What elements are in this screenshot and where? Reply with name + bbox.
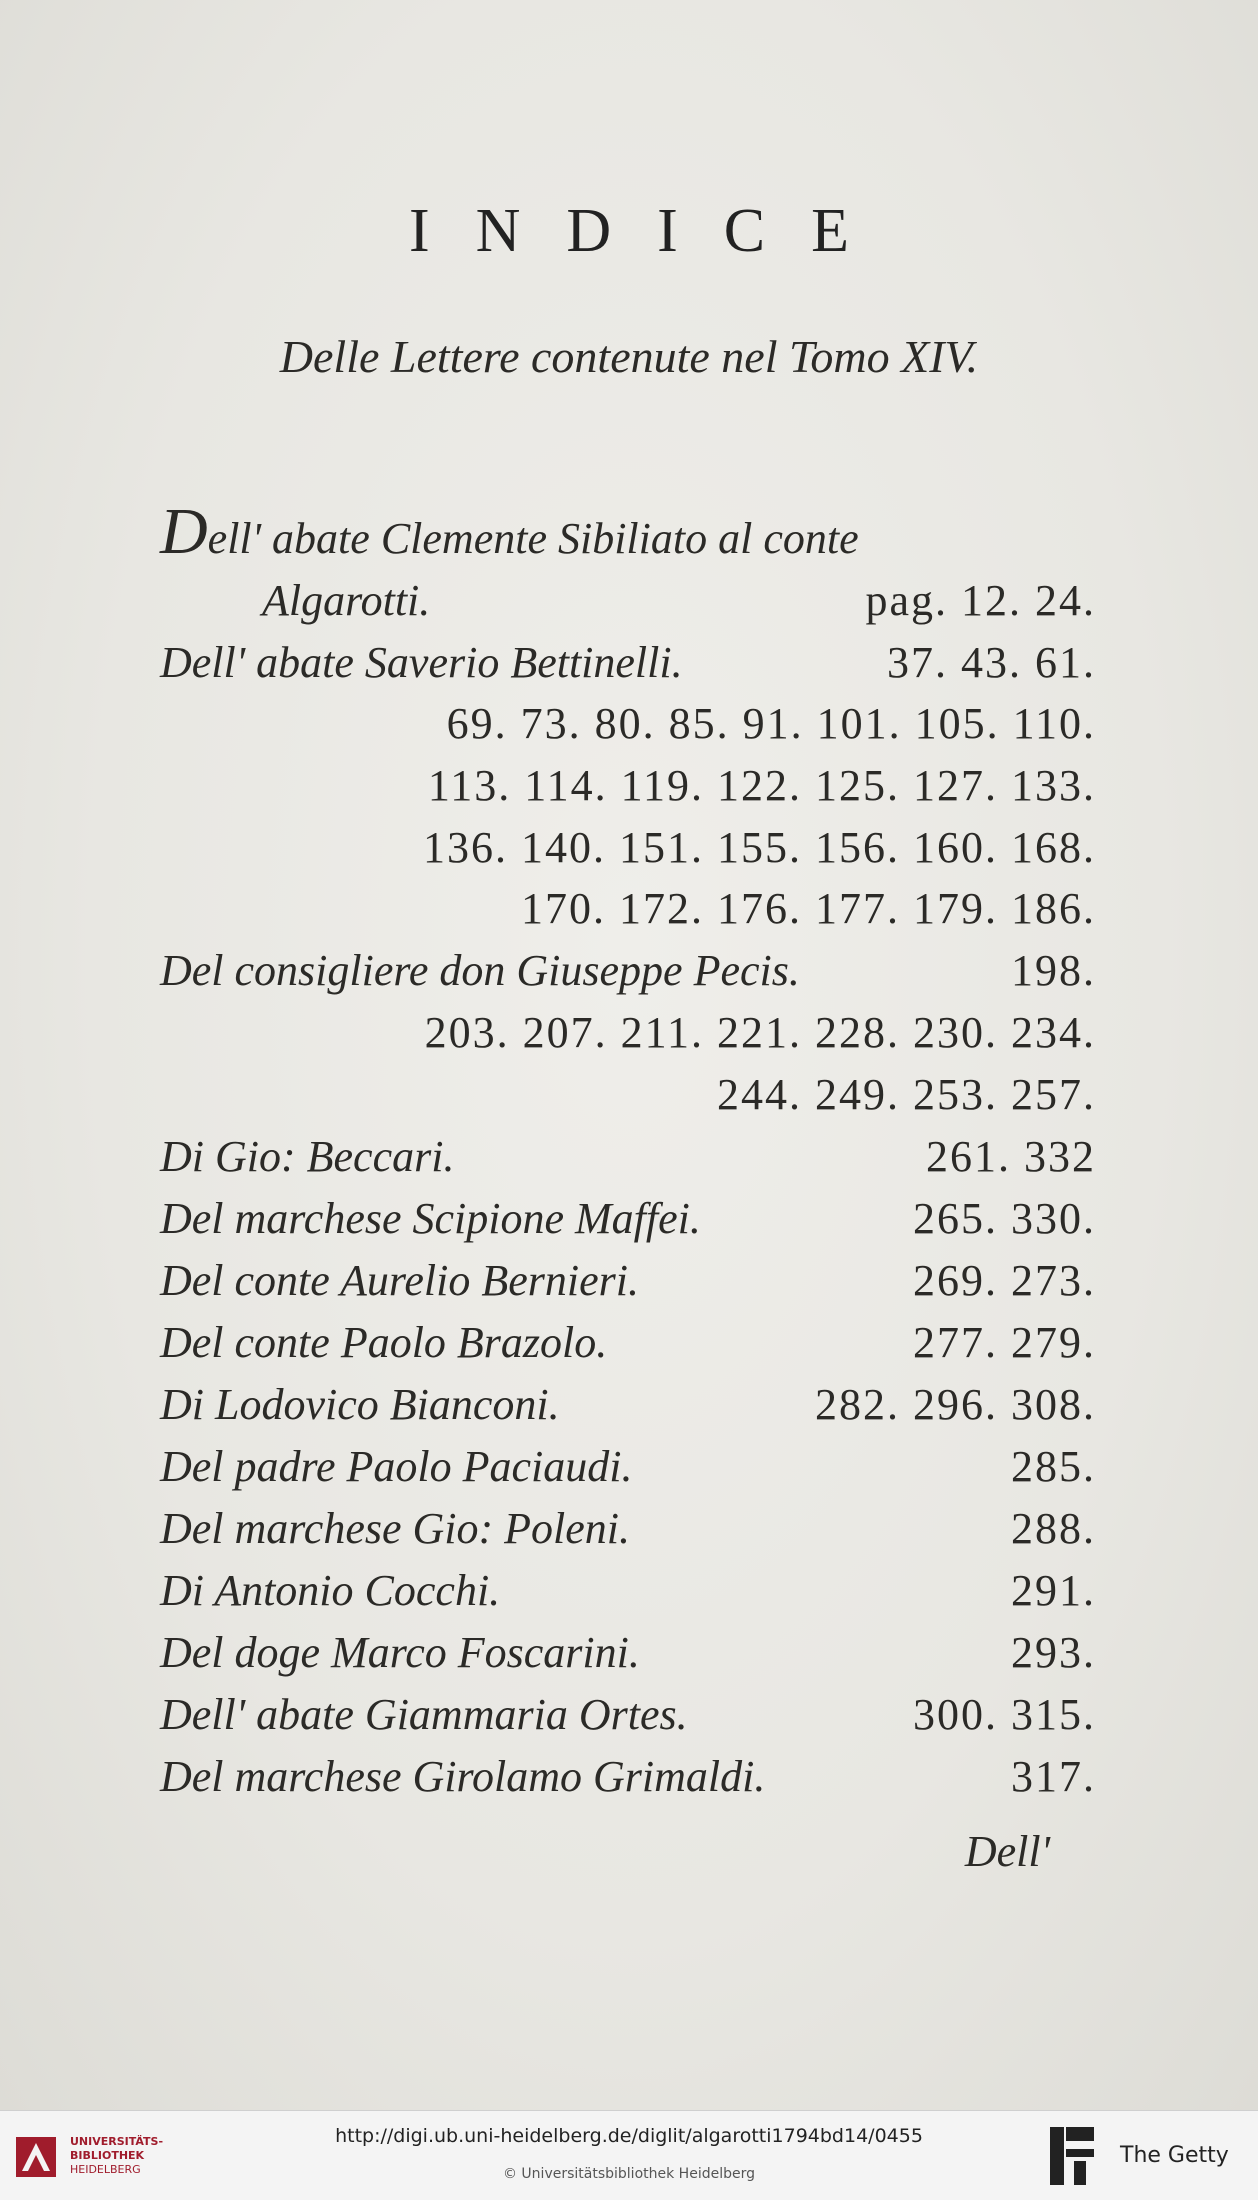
index-entry [160, 1131, 1096, 1193]
entry-page-numbers: 244. 249. 253. 257. [717, 1070, 1096, 1119]
entry-author [262, 575, 430, 626]
entry-author [160, 1131, 454, 1182]
index-entry [262, 822, 1096, 884]
entry-author [160, 945, 800, 996]
entry-author [160, 1193, 701, 1244]
permalink-url[interactable]: http://digi.ub.uni-heidelberg.de/diglit/algarotti1794bd14/0455 [335, 2125, 923, 2147]
index-entry [262, 883, 1096, 945]
copyright-notice: © Universitätsbibliothek Heidelberg [502, 2166, 755, 2182]
entry-page-numbers: 288. [1011, 1504, 1096, 1553]
entry-author-text: Del padre Paolo Paciaudi. [160, 1442, 633, 1491]
entry-author-text: Dell' abate Saverio Bettinelli. [160, 638, 683, 687]
entry-author [160, 1503, 630, 1554]
entry-author-text: Del marchese Scipione Maffei. [160, 1194, 701, 1243]
index-entry [160, 1503, 1096, 1565]
entry-page-numbers: 113. 114. 119. 122. 125. 127. 133. [427, 761, 1096, 810]
viewer-footer [0, 2110, 1258, 2200]
entry-author-text: Del conte Paolo Brazolo. [160, 1318, 608, 1367]
library-name-line2: BIBLIOTHEK [70, 2149, 145, 2162]
entry-page-numbers: 282. 296. 308. [815, 1380, 1096, 1429]
index-entry [160, 1441, 1096, 1503]
entry-page-numbers: 291. [1011, 1566, 1096, 1615]
entry-author [160, 1627, 640, 1678]
entry-author-text: Del doge Marco Foscarini. [160, 1628, 640, 1677]
entry-page-numbers: 265. 330. [913, 1194, 1096, 1243]
entry-page-numbers: 69. 73. 80. 85. 91. 101. 105. 110. [446, 699, 1096, 748]
entry-page-numbers: 261. 332 [926, 1132, 1096, 1181]
index-entry [160, 1565, 1096, 1627]
entry-page-numbers: 136. 140. 151. 155. 156. 160. 168. [423, 823, 1096, 872]
page-title: INDICE [408, 197, 896, 265]
catchword: Dell' [964, 1827, 1050, 1876]
entry-author-text: Algarotti. [262, 576, 431, 625]
index-entry [160, 1193, 1096, 1255]
entry-author [160, 1689, 688, 1740]
entry-page-numbers: 293. [1011, 1628, 1096, 1677]
entry-author-text: Del consigliere don Giuseppe Pecis. [160, 946, 800, 995]
entry-author [160, 494, 859, 570]
drop-cap: D [160, 495, 208, 568]
index-entry [160, 495, 1005, 574]
entry-page-numbers: 300. 315. [913, 1690, 1096, 1739]
entry-author [160, 1379, 560, 1430]
index-entry [160, 1317, 1096, 1379]
entry-author [160, 1751, 765, 1802]
entry-page-numbers: pag. 12. 24. [865, 576, 1096, 625]
entry-author [160, 1565, 500, 1616]
index-entry [262, 760, 1096, 822]
page-subtitle: Delle Lettere contenute nel Tomo XIV. [279, 331, 979, 382]
index-entry [262, 698, 1096, 760]
entry-page-numbers: 198. [1011, 946, 1096, 995]
entry-page-numbers: 277. 279. [913, 1318, 1096, 1367]
getty-logo[interactable] [1048, 2125, 1248, 2185]
entry-author-text: Di Gio: Beccari. [160, 1132, 455, 1181]
library-name-line3: HEIDELBERG [70, 2163, 141, 2176]
getty-mark-icon [1048, 2125, 1096, 2187]
entry-author [160, 1255, 639, 1306]
getty-label: The Getty [1120, 2143, 1229, 2168]
entry-page-numbers: 170. 172. 176. 177. 179. 186. [521, 884, 1096, 933]
index-entry [262, 1069, 1096, 1131]
entry-author-text: Del conte Aurelio Bernieri. [160, 1256, 639, 1305]
entry-author-text: Di Lodovico Bianconi. [160, 1380, 560, 1429]
entry-author [160, 1317, 607, 1368]
entry-author-text: Del marchese Gio: Poleni. [160, 1504, 631, 1553]
index-entry [160, 1689, 1096, 1751]
index-entry [262, 575, 1096, 637]
index-entry [262, 1007, 1096, 1069]
entry-page-numbers: 269. 273. [913, 1256, 1096, 1305]
index-entry [160, 945, 1096, 1007]
entry-page-numbers: 285. [1011, 1442, 1096, 1491]
entry-author [160, 1441, 633, 1492]
entry-author [160, 637, 683, 688]
index-entry [160, 1751, 1096, 1813]
entry-page-numbers: 203. 207. 211. 221. 228. 230. 234. [424, 1008, 1096, 1057]
entry-author-text: ell' abate Clemente Sibiliato al conte [207, 514, 859, 563]
entry-author-text: Dell' abate Giammaria Ortes. [160, 1690, 688, 1739]
library-name-line1: UNIVERSITÄTS- [70, 2135, 164, 2148]
index-entry [160, 637, 1096, 699]
index-entry [160, 1627, 1096, 1689]
entry-page-numbers: 37. 43. 61. [887, 638, 1096, 687]
index-entry [160, 1379, 1096, 1441]
entry-author-text: Di Antonio Cocchi. [160, 1566, 501, 1615]
index-entry [160, 1255, 1096, 1317]
entry-page-numbers: 317. [1011, 1752, 1096, 1801]
entry-author-text: Del marchese Girolamo Grimaldi. [160, 1752, 766, 1801]
